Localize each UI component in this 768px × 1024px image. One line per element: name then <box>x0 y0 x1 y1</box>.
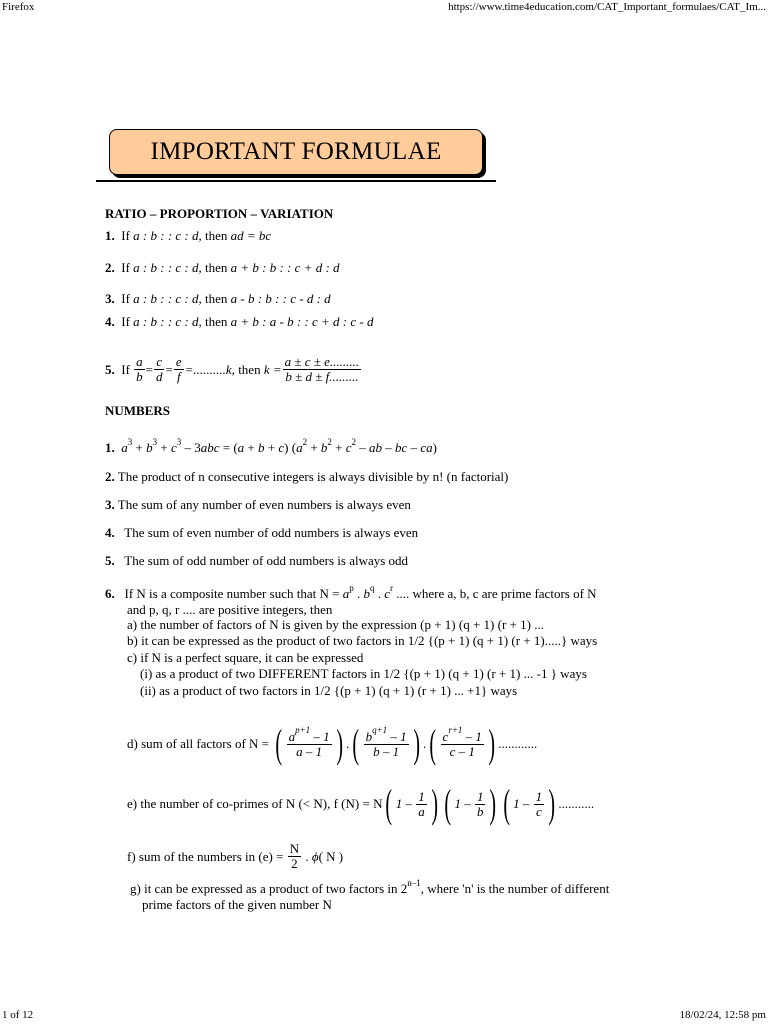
page-count: 1 of 12 <box>2 1009 34 1021</box>
fraction-c-d: $\frac{c}{d}$ <box>156 354 163 384</box>
ratio-item-1: 1. If a : b : : c : d, then ad = bc <box>105 228 272 243</box>
ratio-item-5: 5. If $\frac{a}{b}$ = $\frac{c}{d}$ = $\frac{e}{f}$ =..........k, then k = $\frac{a \pm c \pm e.........}{b \pm d \pm f.........}$ <box>105 354 360 384</box>
numbers-item-5: 5. The sum of odd number of odd numbers is always odd <box>105 553 409 568</box>
numbers-item-6g-line1: g) it can be expressed as a product of two factors in 2$^{n-1}$, where 'n' is the number of different <box>130 877 610 896</box>
title-rule <box>96 180 496 182</box>
numbers-item-6a: a) the number of factors of N is given by the expression (p + 1) (q + 1) (r + 1) ... <box>127 617 544 632</box>
numbers-item-6d: d) sum of all factors of N = ( $\frac{a^{p+1} - 1}{a - 1}$ ) . ( $\frac{b^{q+1} - 1}{b - 1}$ ) . ( $\frac{c^{r+1} - 1}{c - 1}$ ) ............ <box>127 721 538 766</box>
fraction-a-b: $\frac{a}{b}$ <box>136 354 143 384</box>
fraction-e-f: $\frac{e}{f}$ <box>175 354 182 384</box>
fraction-k: $\frac{a \pm c \pm e.........}{b \pm d \pm f.........}$ <box>284 354 360 384</box>
numbers-item-6c-i: (i) as a product of two DIFFERENT factors in 1/2 {(p + 1) (q + 1) (r + 1) ... -1 } ways <box>140 666 587 681</box>
ratio-item-2: 2. If a : b : : c : d, then a + b : b : : c + d : d <box>105 260 340 275</box>
numbers-item-4: 4. The sum of even number of odd numbers is always even <box>105 525 419 540</box>
numbers-item-1: 1. $a^3 + b^3 + c^3 - 3abc = (a + b + c) (a^2 + b^2 + c^2$ – ab – bc – ca) <box>105 436 437 455</box>
ratio-heading: RATIO – PROPORTION – VARIATION <box>105 206 334 221</box>
numbers-item-6f: f) sum of the numbers in (e) = $\frac{N}{2}$ . ϕ ( N ) <box>127 841 344 871</box>
numbers-item-3: 3. The sum of any number of even numbers is always even <box>105 497 411 512</box>
numbers-item-6c-ii: (ii) as a product of two factors in 1/2 {(p + 1) (q + 1) (r + 1) ... +1} ways <box>140 683 518 698</box>
numbers-item-6c: c) if N is a perfect square, it can be expressed <box>127 650 364 665</box>
numbers-item-6-line2: and p, q, r .... are positive integers, then <box>127 602 333 617</box>
ratio-item-4: 4. If a : b : : c : d, then a + b : a - b : : c + d : c - d <box>105 314 374 329</box>
numbers-item-6g-line2: prime factors of the given number N <box>142 897 332 912</box>
numbers-item-2: 2. The product of n consecutive integers is always divisible by n! (n factorial) <box>105 469 509 484</box>
ratio-item-3: 3. If a : b : : c : d, then a - b : b : : c - d : d <box>105 291 331 306</box>
print-datetime: 18/02/24, 12:58 pm <box>679 1009 766 1021</box>
numbers-item-6e: e) the number of co-primes of N (< N), f (N) = N ( 1 – $\frac{1}{a}$ ) ( 1 – $\frac{1}{b}$ ) ( 1 – $\frac{1}{c}$ ) ........... <box>127 781 595 826</box>
numbers-heading: NUMBERS <box>105 403 171 418</box>
numbers-item-6b: b) it can be expressed as the product of two factors in 1/2 {(p + 1) (q + 1) (r + 1).....} ways <box>127 633 598 648</box>
title-box <box>109 129 483 175</box>
browser-name: Firefox <box>2 1 35 13</box>
page-title: IMPORTANT FORMULAE <box>150 138 442 165</box>
page-url[interactable]: https://www.time4education.com/CAT_Important_formulaes/CAT_Im... <box>448 1 766 13</box>
numbers-item-6-line1: 6. If N is a composite number such that $N = a^p$ . $b^q$ . $c^r$ .... where a, b, c are prime factors of N <box>105 582 597 601</box>
